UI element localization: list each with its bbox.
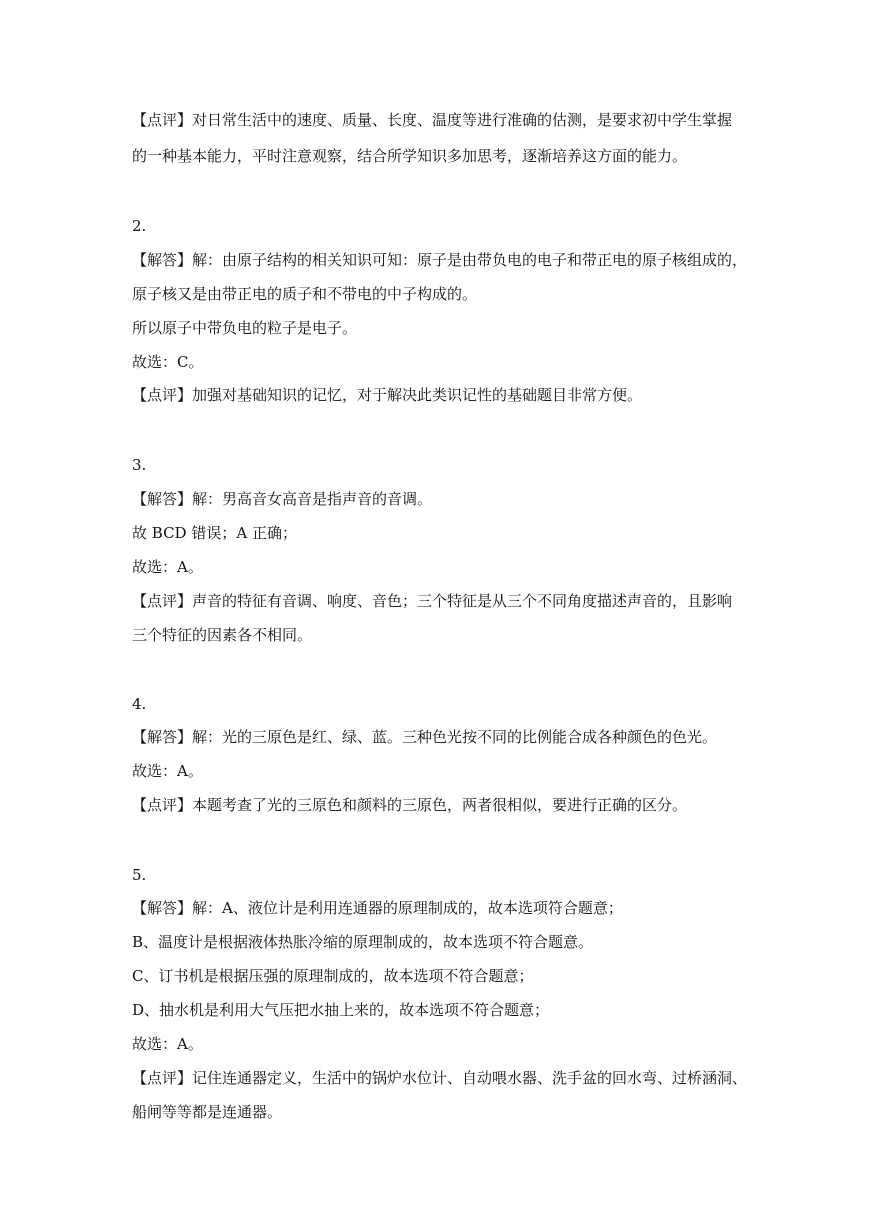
q5-answer-line-3: C、订书机是根据压强的原理制成的，故本选项不符合题意； [132, 967, 534, 985]
q4-choice: 故选：A。 [132, 762, 203, 780]
q2-answer-line-1: 【解答】解：由原子结构的相关知识可知：原子是由带负电的电子和带正电的原子核组成的， [132, 251, 748, 269]
q5-answer-line-4: D、抽水机是利用大气压把水抽上来的，故本选项不符合题意； [132, 1001, 550, 1019]
q2-answer-line-3: 所以原子中带负电的粒子是电子。 [132, 319, 358, 337]
q3-comment-line-1: 【点评】声音的特征有音调、响度、音色；三个特征是从三个不同角度描述声音的，且影响 [132, 592, 733, 610]
question-number-2: 2. [132, 217, 147, 235]
q2-answer-line-2: 原子核又是由带正电的质子和不带电的中子构成的。 [132, 285, 478, 303]
q3-choice: 故选：A。 [132, 558, 203, 576]
q3-answer-line-2: 故 BCD 错误；A 正确； [132, 524, 297, 542]
question-number-4: 4. [132, 695, 147, 713]
q3-comment-line-2: 三个特征的因素各不相同。 [132, 626, 313, 644]
q5-comment-line-2: 船闸等等都是连通器。 [132, 1103, 283, 1121]
q5-answer-line-1: 【解答】解：A、液位计是利用连通器的原理制成的，故本选项符合题意； [132, 899, 623, 917]
q1-comment-line-2: 的一种基本能力，平时注意观察，结合所学知识多加思考，逐渐培养这方面的能力。 [132, 147, 688, 165]
q2-choice: 故选：C。 [132, 353, 204, 371]
q5-choice: 故选：A。 [132, 1035, 203, 1053]
q1-comment-line-1: 【点评】对日常生活中的速度、质量、长度、温度等进行准确的估测，是要求初中学生掌握 [132, 111, 733, 129]
q3-answer-line-1: 【解答】解：男高音女高音是指声音的音调。 [132, 490, 433, 508]
question-number-5: 5. [132, 866, 147, 884]
q5-answer-line-2: B、温度计是根据液体热胀冷缩的原理制成的，故本选项不符合题意。 [132, 933, 594, 951]
question-number-3: 3. [132, 456, 147, 474]
q4-answer: 【解答】解：光的三原色是红、绿、蓝。三种色光按不同的比例能合成各种颜色的色光。 [132, 728, 718, 746]
q4-comment: 【点评】本题考查了光的三原色和颜料的三原色，两者很相似，要进行正确的区分。 [132, 796, 688, 814]
q2-comment: 【点评】加强对基础知识的记忆，对于解决此类识记性的基础题目非常方便。 [132, 386, 643, 404]
q5-comment-line-1: 【点评】记住连通器定义，生活中的锅炉水位计、自动喂水器、洗手盆的回水弯、过桥涵洞、 [132, 1069, 748, 1087]
